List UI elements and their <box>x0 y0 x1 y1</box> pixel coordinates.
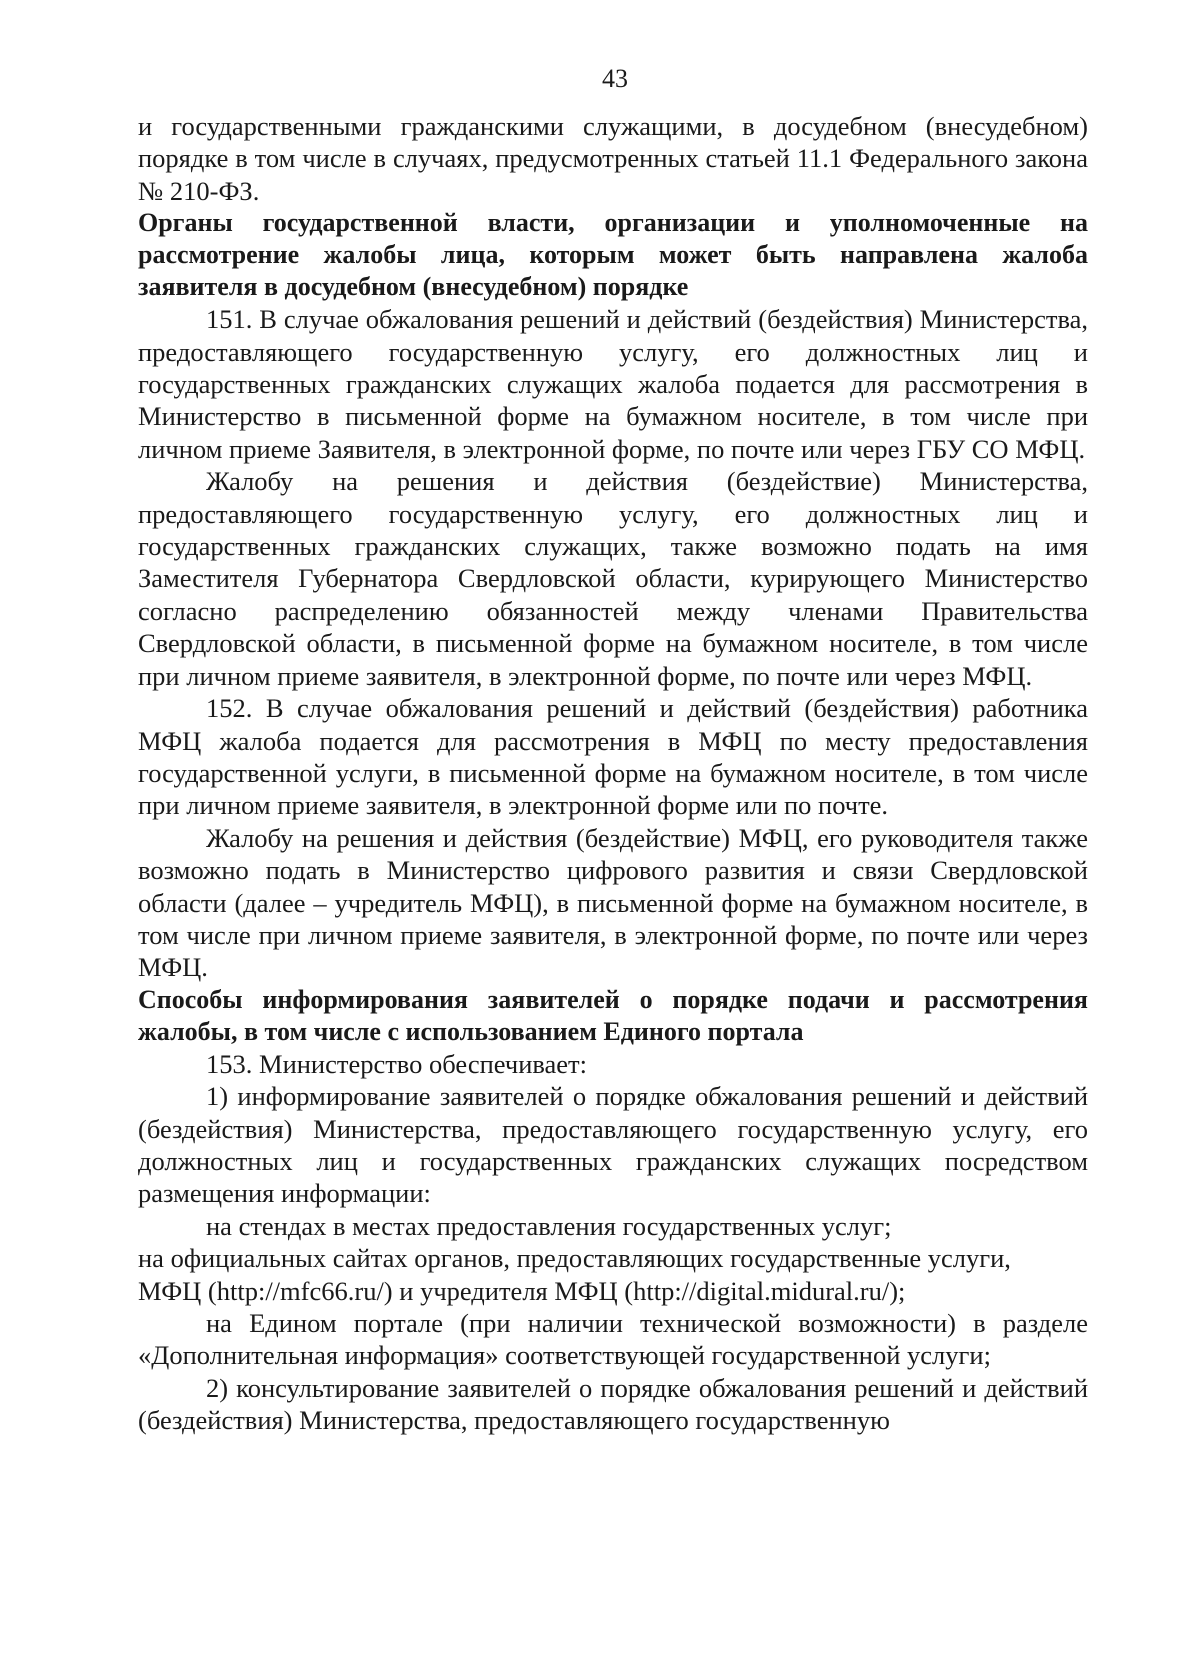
paragraph-151: 151. В случае обжалования решений и действий (бездействия) Министерства, предоставляющего государственную услугу, его должностных лиц и государственных гражданских служащих жалоба подается для рассмотрения в Министерство в письменной форме на бумажном носителе, в том числе при личном приеме Заявителя, в электронной форме, по почте или через ГБУ СО МФЦ. <box>138 304 1088 464</box>
list-item-1: 1) информирование заявителей о порядке обжалования решений и действий (бездействия) Министерства, предоставляющего государственную услугу, его должностных лиц и государственных гражданских служащих посредством размещения информации: <box>138 1081 1088 1209</box>
section-heading-informing-methods: Способы информирования заявителей о порядке подачи и рассмотрения жалобы, в том числе с использованием Единого портала <box>138 984 1088 1046</box>
page-number: 43 <box>602 64 628 93</box>
paragraph-152: 152. В случае обжалования решений и действий (бездействия) работника МФЦ жалоба подается для рассмотрения в МФЦ по месту предоставления государственной услуги, в письменной форме на бумажном носителе, в том числе при личном приеме заявителя, в электронной форме или по почте. <box>138 693 1088 821</box>
paragraph-152-complaint-founder: Жалобу на решения и действия (бездействие) МФЦ, его руководителя также возможно подать в Министерство цифрового развития и связи Свердловской области (далее – учредитель МФЦ), в письменной форме на бумажном носителе, в том числе при личном приеме заявителя, в электронной форме, по почте или через МФЦ. <box>138 822 1088 983</box>
list-item-portal: на Едином портале (при наличии технической возможности) в разделе «Дополнительная информация» соответствующей государственной услуги; <box>138 1308 1088 1371</box>
document-body <box>138 110 1088 1437</box>
intro-paragraph: и государственными гражданскими служащими, в досудебном (внесудебном) порядке в том числе в случаях, предусмотренных статьей 11.1 Федерального закона № 210-ФЗ. <box>138 111 1088 206</box>
list-item-2: 2) консультирование заявителей о порядке обжалования решений и действий (бездействия) Министерства, предоставляющего государственную <box>138 1372 1088 1436</box>
section-heading-complaint-bodies: Органы государственной власти, организации и уполномоченные на рассмотрение жалобы лица, которым может быть направлена жалоба заявителя в досудебном (внесудебном) порядке <box>138 208 1088 302</box>
list-item-stands: на стендах в местах предоставления государственных услуг; <box>206 1210 892 1241</box>
paragraph-151-complaint-governor: Жалобу на решения и действия (бездействие) Министерства, предоставляющего государственную услугу, его должностных лиц и государственных гражданских служащих, также возможно подать на имя Заместителя Губернатора Свердловской области, курирующего Министерство согласно распределению обязанностей между членами Правительства Свердловской области, в письменной форме на бумажном носителе, в том числе при личном приеме заявителя, в электронной форме, по почте или через МФЦ. <box>138 466 1088 691</box>
paragraph-153: 153. Министерство обеспечивает: <box>206 1048 588 1079</box>
list-item-sites-line-1: на официальных сайтах органов, предоставляющих государственные услуги, <box>138 1243 1011 1274</box>
list-item-sites-line-2: МФЦ (http://mfc66.ru/) и учредителя МФЦ (http://digital.midural.ru/); <box>138 1275 906 1306</box>
